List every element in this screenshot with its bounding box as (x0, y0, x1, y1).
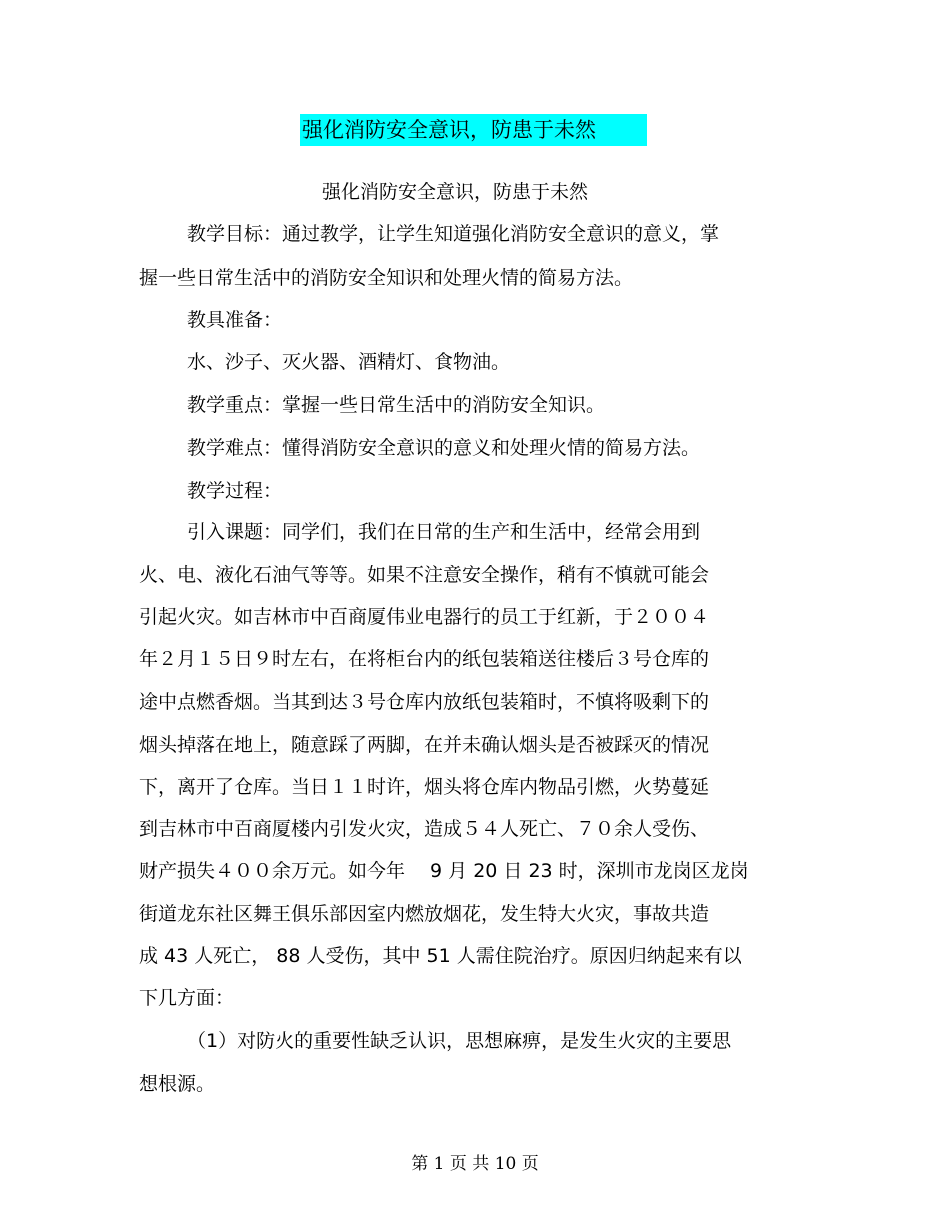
paragraph-line: 年２月１５日９时左右，在将柜台内的纸包装箱送往楼后３号仓库的 (139, 648, 710, 670)
page-number-footer: 第 1 页 共 10 页 (411, 1154, 539, 1174)
document-subtitle: 强化消防安全意识，防患于未然 (322, 181, 589, 203)
paragraph-line: 下几方面： (139, 987, 235, 1009)
paragraph-line: 教学难点：懂得消防安全意识的意义和处理火情的简易方法。 (187, 437, 701, 459)
paragraph-line: 想根源。 (139, 1073, 216, 1095)
paragraph-line: 教学重点：掌握一些日常生活中的消防安全知识。 (187, 394, 606, 416)
paragraph-line: 握一些日常生活中的消防安全知识和处理火情的简易方法。 (139, 267, 634, 289)
document-title: 强化消防安全意识，防患于未然 (300, 114, 647, 146)
paragraph-line: 引起火灾。如吉林市中百商厦伟业电器行的员工于红新，于２００４ (139, 606, 710, 628)
paragraph-line: 到吉林市中百商厦楼内引发火灾，造成５４人死亡、７０余人受伤、 (139, 818, 710, 840)
paragraph-line: （1）对防火的重要性缺乏认识，思想麻痹，是发生火灾的主要思 (187, 1030, 732, 1052)
paragraph-line: 成 43 人死亡， 88 人受伤，其中 51 人需住院治疗。原因归纳起来有以 (139, 945, 742, 967)
paragraph-line: 教具准备： (187, 309, 283, 331)
paragraph-line: 途中点燃香烟。当其到达３号仓库内放纸包装箱时，不慎将吸剩下的 (139, 691, 710, 713)
paragraph-line: 街道龙东社区舞王俱乐部因室内燃放烟花，发生特大火灾，事故共造 (139, 903, 710, 925)
paragraph-line: 烟头掉落在地上，随意踩了两脚，在并未确认烟头是否被踩灭的情况 (139, 734, 710, 756)
paragraph-line: 教学过程： (187, 480, 283, 502)
paragraph-line: 火、电、液化石油气等等。如果不注意安全操作，稍有不慎就可能会 (139, 564, 710, 586)
paragraph-line: 下，离开了仓库。当日１１时许，烟头将仓库内物品引燃，火势蔓延 (139, 776, 710, 798)
paragraph-line: 教学目标：通过教学，让学生知道强化消防安全意识的意义，掌 (187, 223, 720, 245)
paragraph-line: 水、沙子、灭火器、酒精灯、食物油。 (187, 351, 511, 373)
paragraph-line: 财产损失４００余万元。如今年 9 月 20 日 23 时，深圳市龙岗区龙岗 (139, 860, 749, 882)
paragraph-line: 引入课题：同学们，我们在日常的生产和生活中，经常会用到 (187, 521, 701, 543)
